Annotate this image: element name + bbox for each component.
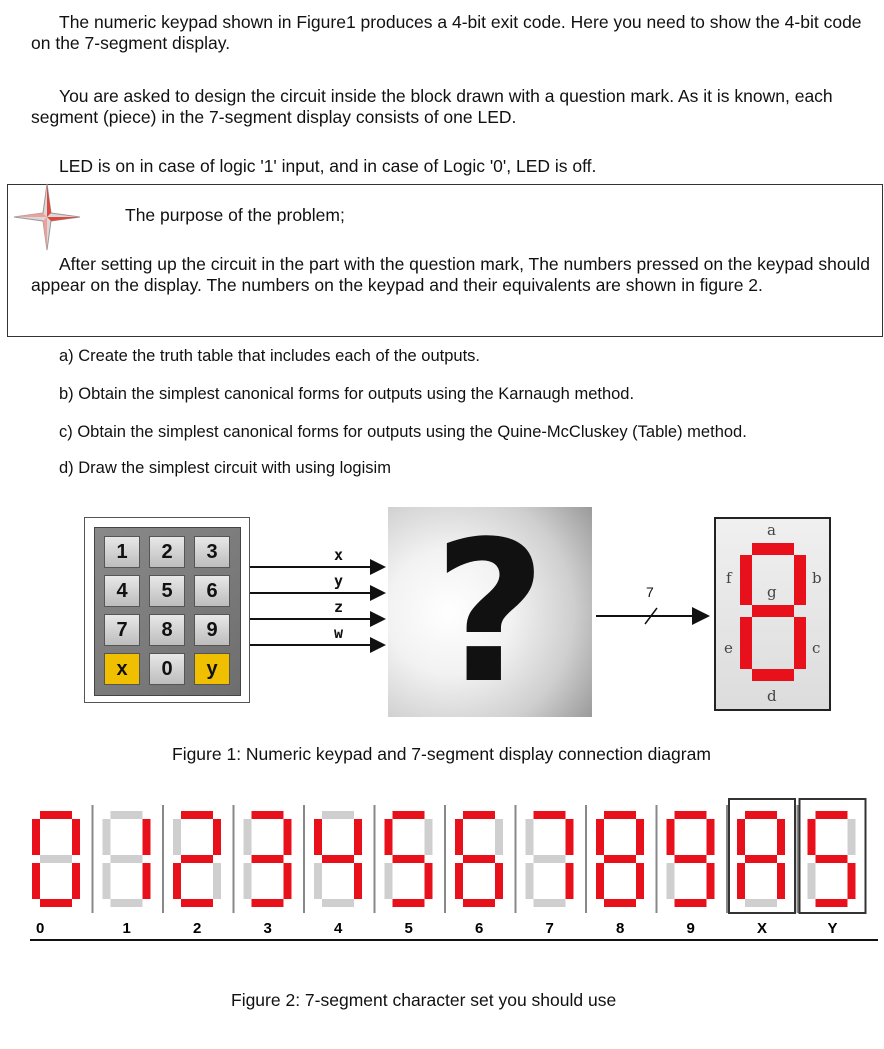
char-9-segment-b [707, 819, 715, 855]
char-2-segment-g [181, 855, 213, 863]
char-8-segment-g [604, 855, 636, 863]
char-6-segment-e [455, 863, 463, 899]
question-a: a) Create the truth table that includes each of the outputs. [59, 347, 481, 365]
char-4-segment-b [354, 819, 362, 855]
char-3-segment-f [244, 819, 252, 855]
key-1: 1 [104, 536, 140, 568]
figure2-caption: Figure 2: 7-segment character set you should use [231, 990, 617, 1010]
char-5-segment-a [393, 811, 425, 819]
key-0: 0 [149, 653, 185, 685]
char-0-segment-e [32, 863, 40, 899]
char-6-segment-g [463, 855, 495, 863]
char-8-segment-d [604, 899, 636, 907]
char-4-segment-e [314, 863, 322, 899]
char-2-segment-c [213, 863, 221, 899]
char-4-segment-g [322, 855, 354, 863]
char-7-segment-e [526, 863, 534, 899]
question-mark: ? [433, 499, 547, 726]
char-1-segment-d [111, 899, 143, 907]
char-3-segment-d [252, 899, 284, 907]
char-5-segment-g [393, 855, 425, 863]
input-label-x: x [334, 546, 344, 564]
char-label-3: 3 [263, 920, 272, 937]
char-3-segment-a [252, 811, 284, 819]
char-2-segment-b [213, 819, 221, 855]
char-label-8: 8 [616, 920, 625, 937]
segment-label-a: a [767, 521, 776, 539]
char-0-segment-g [40, 855, 72, 863]
char-X-segment-e [737, 863, 745, 899]
char-7-segment-a [534, 811, 566, 819]
char-6-segment-a [463, 811, 495, 819]
intro-paragraph-2: You are asked to design the circuit inside the block drawn with a question mark. As it is known, each segment (piece) in the 7-segment display consists of one LED. [31, 86, 833, 127]
char-9-segment-f [667, 819, 675, 855]
segment-label-b: b [812, 569, 822, 587]
char-4-segment-f [314, 819, 322, 855]
char-7-segment-f [526, 819, 534, 855]
key-9: 9 [194, 614, 230, 646]
char-5-segment-d [393, 899, 425, 907]
char-label-2: 2 [193, 920, 202, 937]
char-5-segment-c [425, 863, 433, 899]
char-Y-segment-e [808, 863, 816, 899]
char-2-segment-d [181, 899, 213, 907]
char-1-segment-c [143, 863, 151, 899]
input-label-z: z [334, 598, 344, 616]
char-3-segment-c [284, 863, 292, 899]
char-7-segment-g [534, 855, 566, 863]
char-9-segment-e [667, 863, 675, 899]
char-X-segment-d [745, 899, 777, 907]
char-0-segment-f [32, 819, 40, 855]
char-Y-segment-a [816, 811, 848, 819]
char-Y-segment-f [808, 819, 816, 855]
char-8-segment-a [604, 811, 636, 819]
char-0-segment-c [72, 863, 80, 899]
key-5: 5 [149, 575, 185, 607]
question-c: c) Obtain the simplest canonical forms for outputs using the Quine-McCluskey (Table) method. [59, 423, 747, 441]
question-b: b) Obtain the simplest canonical forms for outputs using the Karnaugh method. [59, 385, 635, 403]
char-X-segment-a [745, 811, 777, 819]
char-7-segment-b [566, 819, 574, 855]
char-7-segment-c [566, 863, 574, 899]
numeric-keypad [84, 517, 250, 703]
char-5-segment-e [385, 863, 393, 899]
char-label-X: X [757, 920, 768, 937]
char-6-segment-f [455, 819, 463, 855]
char-X-segment-c [777, 863, 785, 899]
char-Y-segment-d [816, 899, 848, 907]
char-2-segment-f [173, 819, 181, 855]
char-7-segment-d [534, 899, 566, 907]
char-5-segment-f [385, 819, 393, 855]
key-6: 6 [194, 575, 230, 607]
compass-star-icon [10, 180, 84, 254]
segment-label-d: d [767, 687, 777, 705]
char-0-segment-a [40, 811, 72, 819]
char-label-7: 7 [545, 920, 554, 937]
char-9-segment-d [675, 899, 707, 907]
char-label-4: 4 [334, 920, 343, 937]
output-bus [596, 600, 716, 630]
intro-paragraph-1: The numeric keypad shown in Figure1 produces a 4-bit exit code. Here you need to show the 4-bit code on the 7-segment display. [31, 12, 862, 53]
char-4-segment-d [322, 899, 354, 907]
seven-segment-leds [716, 519, 829, 709]
key-3: 3 [194, 536, 230, 568]
char-9-segment-c [707, 863, 715, 899]
char-X-segment-f [737, 819, 745, 855]
key-7: 7 [104, 614, 140, 646]
char-4-segment-a [322, 811, 354, 819]
char-0-segment-d [40, 899, 72, 907]
purpose-heading: The purpose of the problem; [125, 205, 345, 225]
char-0-segment-b [72, 819, 80, 855]
char-6-segment-b [495, 819, 503, 855]
char-label-9: 9 [686, 920, 695, 937]
key-x: x [104, 653, 140, 685]
char-2-segment-e [173, 863, 181, 899]
char-label-Y: Y [827, 920, 838, 937]
input-label-w: w [334, 624, 344, 642]
char-9-segment-a [675, 811, 707, 819]
character-set-strip [30, 795, 880, 945]
segment-label-c: c [812, 639, 821, 657]
char-8-segment-f [596, 819, 604, 855]
char-X-segment-b [777, 819, 785, 855]
char-6-segment-c [495, 863, 503, 899]
char-1-segment-a [111, 811, 143, 819]
char-X-segment-g [745, 855, 777, 863]
segment-label-f: f [726, 569, 732, 587]
char-8-segment-b [636, 819, 644, 855]
char-Y-segment-b [848, 819, 856, 855]
char-9-segment-g [675, 855, 707, 863]
char-3-segment-b [284, 819, 292, 855]
key-y: y [194, 653, 230, 685]
key-2: 2 [149, 536, 185, 568]
char-2-segment-a [181, 811, 213, 819]
char-8-segment-e [596, 863, 604, 899]
char-8-segment-c [636, 863, 644, 899]
char-label-1: 1 [122, 920, 131, 937]
input-wires [250, 555, 390, 655]
char-1-segment-b [143, 819, 151, 855]
char-Y-segment-c [848, 863, 856, 899]
intro-paragraph-3: LED is on in case of logic '1' input, and in case of Logic '0', LED is off. [59, 156, 597, 176]
char-3-segment-e [244, 863, 252, 899]
char-label-0: 0 [36, 920, 45, 937]
unknown-circuit-block [388, 499, 592, 726]
key-4: 4 [104, 575, 140, 607]
char-6-segment-d [463, 899, 495, 907]
key-8: 8 [149, 614, 185, 646]
question-d: d) Draw the simplest circuit with using logisim [59, 459, 391, 477]
char-1-segment-e [103, 863, 111, 899]
char-3-segment-g [252, 855, 284, 863]
seven-segment-display [714, 517, 831, 711]
purpose-text: After setting up the circuit in the part with the question mark, The numbers pressed on the keypad should appear on the display. The numbers on the keypad and their equivalents are shown in figure 2. [31, 254, 870, 295]
bus-width-label: 7 [646, 584, 654, 600]
char-4-segment-c [354, 863, 362, 899]
char-label-5: 5 [404, 920, 413, 937]
segment-label-g: g [767, 583, 777, 601]
input-label-y: y [334, 572, 344, 590]
char-5-segment-b [425, 819, 433, 855]
char-1-segment-f [103, 819, 111, 855]
char-1-segment-g [111, 855, 143, 863]
segment-label-e: e [724, 639, 733, 657]
char-Y-segment-g [816, 855, 848, 863]
char-label-6: 6 [475, 920, 484, 937]
figure1-caption: Figure 1: Numeric keypad and 7-segment display connection diagram [172, 744, 711, 764]
